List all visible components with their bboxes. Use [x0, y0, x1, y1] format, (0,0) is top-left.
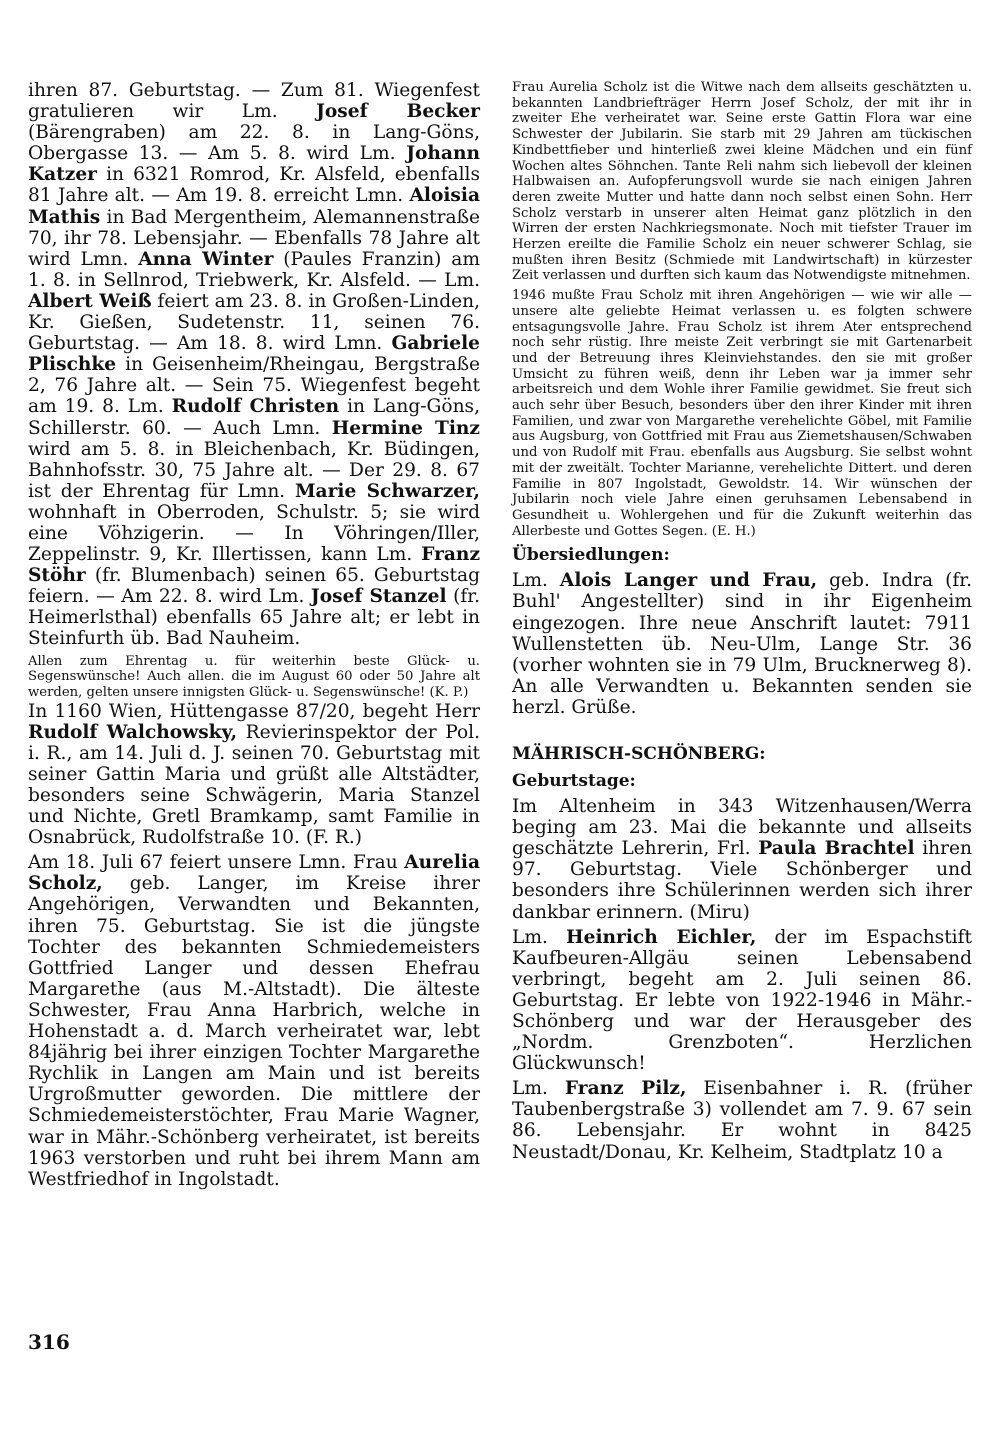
bold-name: Albert Weiß	[28, 290, 152, 312]
bold-name: Rudolf Christen	[171, 396, 340, 418]
bold-name: Gabriele Plischke	[28, 333, 480, 376]
region-heading: MÄHRISCH-SCHÖNBERG:	[512, 744, 766, 765]
left-column	[28, 80, 480, 1190]
section-heading-uebersiedlungen: Übersiedlungen:	[512, 545, 670, 566]
bold-name: Paula Brachtel	[758, 838, 915, 860]
bold-name: Rudolf Walchowsky,	[28, 721, 238, 743]
bold-name: Johann Katzer	[28, 143, 480, 186]
greeting-note: Allen zum Ehrentag u. für weiterhin beste Glück- u. Segenswünsche! Auch allen. die im August 60 oder 50 Jahre alt werden, gelten unsere innigsten Glück- u. Segenswünsche! (K. P.)	[28, 653, 480, 700]
bold-name: Heinrich Eichler,	[566, 926, 757, 948]
bold-name: Aloisia Mathis	[28, 185, 480, 228]
birthday-paragraph-1: ihren 87. Geburtstag. — Zum 81. Wiegenfest gratulieren wir Lm. Josef Becker (Bärengraben) am 22. 8. in Lang-Göns, Obergasse 13. — Am 5. 8. wird Lm. Johann Katzer in 6321 Romrod, Kr. Alsfeld, ebenfalls 81 Jahre alt. — Am 19. 8. erreicht Lmn. Aloisia Mathis in Bad Mergentheim, Alemannenstraße 70, ihr 78. Lebensjahr. — Ebenfalls 78 Jahre alt wird Lmn. Anna Winter (Paules Franzin) am 1. 8. in Sellnrod, Triebwerk, Kr. Alsfeld. — Lm. Albert Weiß feiert am 23. 8. in Großen-Linden, Kr. Gießen, Sudetenstr. 11, seinen 76. Geburtstag. — Am 18. 8. wird Lmn. Gabriele Plischke in Geisenheim/Rheingau, Bergstraße 2, 76 Jahre alt. — Sein 75. Wiegenfest begeht am 19. 8. Lm. Rudolf Christen in Lang-Göns, Schillerstr. 60. — Auch Lmn. Hermine Tinz wird am 5. 8. in Bleichenbach, Kr. Büdingen, Bahnhofsstr. 30, 75 Jahre alt. — Der 29. 8. 67 ist der Ehrentag für Lmn. Marie Schwarzer, wohnhaft in Oberroden, Schulstr. 5; sie wird eine Vöhzigerin. — In Vöhringen/Iller, Zeppelinstr. 9, Kr. Illertissen, kann Lm. Franz Stöhr (fr. Blumenbach) seinen 65. Geburtstag feiern. — Am 22. 8. wird Lm. Josef Stanzel (fr. Heimerlsthal) ebenfalls 65 Jahre alt; er lebt in Steinfurth üb. Bad Nauheim.	[28, 80, 481, 650]
eichler-paragraph: Lm. Heinrich Eichler, der im Espachstift Kaufbeuren-Allgäu seinen Lebensabend verbringt, begeht am 2. Juli seinen 86. Geburtstag. Er lebte von 1922-1946 in Mähr.-Schönberg und war der Herausgeber des „Nordm. Grenzboten“. Herzlichen Glückwunsch!	[512, 926, 972, 1075]
scholz-continued-paragraph: Frau Aurelia Scholz ist die Witwe nach dem allseits geschätzten u. bekannten Landbriefträger Herrn Josef Scholz, der mit ihr in zweiter Ehe verheiratet war. Seine erste Gattin Flora war eine Schwester der Jubilarin. Sie starb mit 29 Jahren am tückischen Kindbettfieber und hinterließ zwei kleine Mädchen und ein fünf Wochen altes Söhnchen. Tante Reli nahm sich liebevoll der kleinen Halbwaisen an. Aufopferungsvoll wurde sie nach einigen Jahren deren zweite Mutter und hatte dann noch selbst einen Sohn. Herr Scholz verstarb in unserer alten Heimat ganz plötzlich in den Wirren der ersten Nachkriegsmonate. Noch mit tiefster Trauer im Herzen ereilte die Familie Scholz ein neuer schwerer Schlag, sie mußten ihren Besitz (Schmiede mit Landwirtschaft) in kürzester Zeit verlassen und durften sich kaum das Notwendigste mitnehmen.	[512, 80, 972, 284]
scholz-paragraph: Am 18. Juli 67 feiert unsere Lmn. Frau Aurelia Scholz, geb. Langer, im Kreise ihrer Angehörigen, Verwandten und Bekannten, ihren 75. Geburtstag. Sie ist die jüngste Tochter des bekannten Schmiedemeisters Gottfried Langer und dessen Ehefrau Margarethe (aus M.-Altstadt). Die älteste Schwester, Frau Anna Harbrich, welche in Hohenstadt a. d. March verheiratet war, lebt 84jährig bei ihrer einzigen Tochter Margarethe Rychlik in Langen am Main und ist bereits Urgroßmutter geworden. Die mittlere der Schmiedemeisterstöchter, Frau Marie Wagner, war in Mähr.-Schönberg verheiratet, ist bereits 1963 verstorben und ruht bei ihrem Mann am Westfriedhof in Ingolstadt.	[28, 852, 480, 1190]
bold-name: Franz Pilz,	[564, 1078, 687, 1100]
bold-name: Aurelia Scholz,	[28, 852, 480, 895]
bold-name: Hermine Tinz	[331, 417, 480, 439]
bold-name: Anna Winter	[138, 248, 274, 270]
bold-name: Josef Becker	[316, 101, 480, 123]
brachtel-paragraph: Im Altenheim in 343 Witzenhausen/Werra beging am 23. Mai die bekannte und allseits geschätzte Lehrerin, Frl. Paula Brachtel ihren 97. Geburtstag. Viele Schönberger und besonders ihre Schülerinnen werden sich ihrer dankbar erinnern. (Miru)	[512, 796, 973, 923]
bold-name: Marie Schwarzer,	[294, 480, 480, 502]
scholz-1946-paragraph: 1946 mußte Frau Scholz mit ihren Angehörigen — wie wir alle — unsere alte geliebte Heimat verlassen u. es folgten schwere entsagungsvolle Jahre. Frau Scholz ist ihrem Ater entsprechend noch sehr rüstig. Ihre meiste Zeit verbringt sie mit Gartenarbeit und der Betreuung ihres Kleinviehstandes. den sie mit großer Umsicht zu führen weiß, denn ihr Leben war ja immer sehr arbeitsreich und dem Wohle ihrer Familie gewidmet. Sie freut sich auch sehr über Besuch, besonders über den ihrer Kinder mit ihren Familien, und zwar von Margarethe verehelichte Göbel, mit Familie aus Augsburg, von Gottfried mit Frau aus Ziemetshausen/Schwaben und von Rudolf mit Frau. ebenfalls aus Augsburg. Sie selbst wohnt mit der zweitält. Tochter Marianne, verehelichte Dittert. und deren Familie in 807 Ingolstadt, Gewoldstr. 14. Wir wünschen der Jubilarin noch viele Jahre einen geruhsamen Lebensabend in Gesundheit u. Wohlergehen und für die Zukunft weiterhin das Allerbeste und Gottes Segen. (E. H.)	[512, 288, 972, 539]
vienna-paragraph: In 1160 Wien, Hüttengasse 87/20, begeht Herr Rudolf Walchowsky, Revierinspektor der Pol. i. R., am 14. Juli d. J. seinen 70. Geburtstag mit seiner Gattin Maria und grüßt alle Altstädter, besonders seine Schwägerin, Maria Stanzel und Nichte, Gretl Bramkamp, samt Familie in Osnabrück, Rudolfstraße 10. (F. R.)	[28, 700, 481, 849]
page-number: 316	[28, 1330, 70, 1354]
bold-name: Franz Stöhr	[28, 544, 480, 587]
section-heading-geburtstage: Geburtstage:	[512, 771, 636, 792]
bold-name: Alois Langer und Frau,	[559, 570, 818, 592]
right-column	[512, 80, 972, 1163]
bold-name: Josef Stanzel	[310, 586, 447, 608]
langer-move-paragraph: Lm. Alois Langer und Frau, geb. Indra (fr. Buhl' Angestellter) sind in ihr Eigenheim eingezogen. Ihre neue Anschrift lautet: 7911 Wullenstetten üb. Neu-Ulm, Lange Str. 36 (vorher wohnten sie in 79 Ulm, Brucknerweg 8). An alle Verwandten u. Bekannten senden sie herzl. Grüße.	[512, 570, 972, 718]
pilz-paragraph: Lm. Franz Pilz, Eisenbahner i. R. (früher Taubenbergstraße 3) vollendet am 7. 9. 67 sein 86. Lebensjahr. Er wohnt in 8425 Neustadt/Donau, Kr. Kelheim, Stadtplatz 10 a	[512, 1078, 972, 1163]
